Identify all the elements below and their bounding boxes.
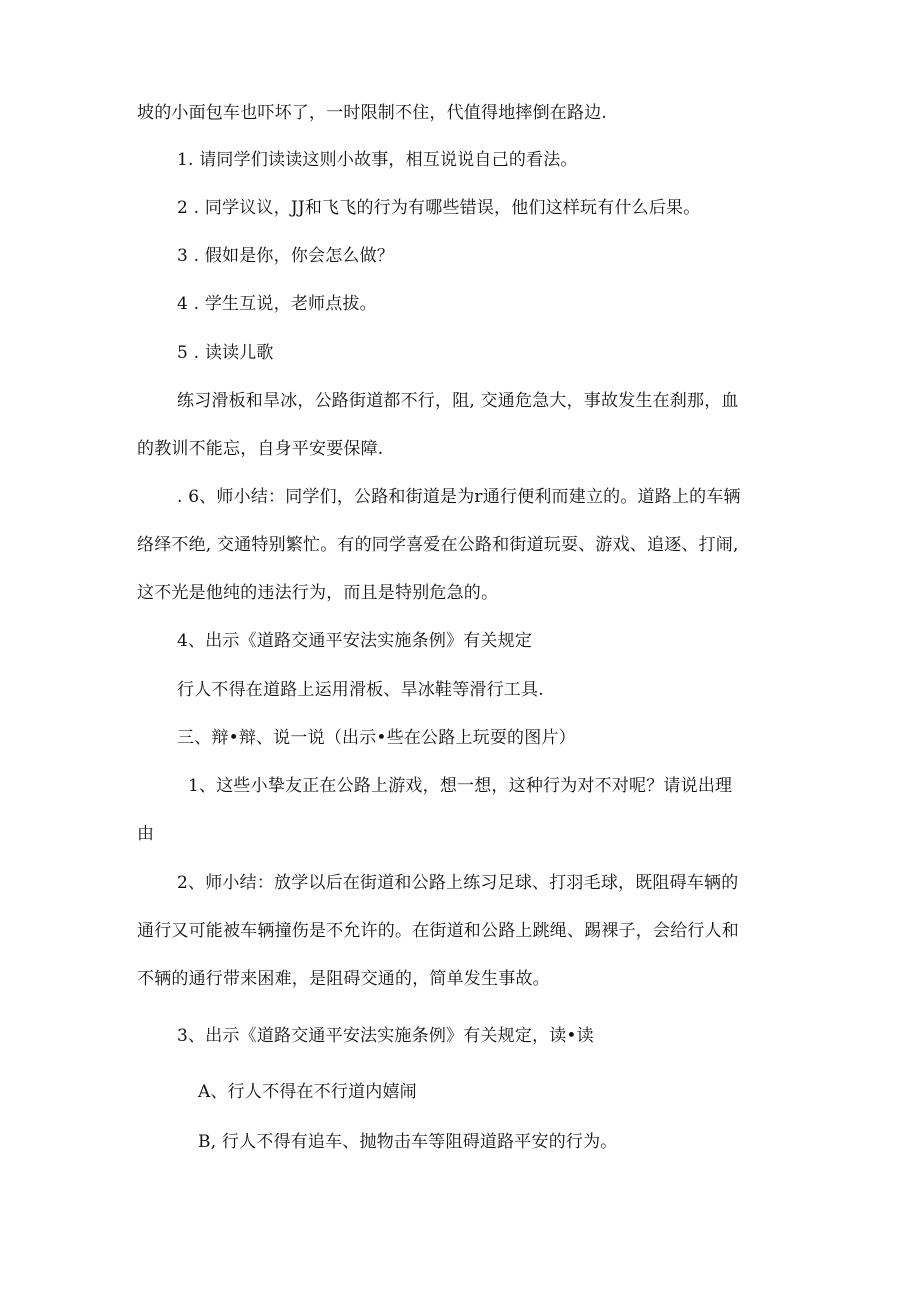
text-line: 3、出示《道路交通平安法实施条例》有关规定，读•读 bbox=[177, 1026, 594, 1046]
text-line: 4 . 学生互说，老师点拔。 bbox=[177, 294, 377, 314]
text-line: 3 . 假如是你，你会怎么做？ bbox=[177, 246, 395, 266]
text-line: 练习滑板和旱冰，公路街道都不行，阻, 交通危急大，事故发生在刹那，血 bbox=[177, 391, 739, 411]
text-line: 5 . 读读儿歌 bbox=[177, 343, 274, 363]
text-line: 络绎不绝, 交通特别繁忙。有的同学喜爱在公路和街道玩耍、游戏、追逐、打闹, bbox=[137, 535, 739, 555]
text-line: 通行又可能被车辆撞伤是不允许的。在街道和公路上跳绳、踢裸子，会给行人和 bbox=[137, 921, 739, 941]
text-line: 1、这些小挚友正在公路上游戏，想一想，这种行为对不对呢？请说出理 bbox=[188, 776, 733, 796]
text-line: 这不光是他纯的违法行为，而且是特别危急的。 bbox=[137, 583, 499, 603]
text-line: 行人不得在道路上运用滑板、旱冰鞋等滑行工具. bbox=[177, 680, 544, 700]
text-line: 坡的小面包车也吓坏了，一时限制不住，代值得地摔倒在路边. bbox=[137, 103, 608, 123]
text-line: 不辆的通行带来困难，是阻碍交通的，简单发生事故。 bbox=[137, 969, 550, 989]
text-line: 2、师小结：放学以后在街道和公路上练习足球、打羽毛球，既阻碍车辆的 bbox=[177, 873, 739, 893]
section-heading: 三、辩•辩、说一说（出示•些在公路上玩耍的图片） bbox=[177, 728, 576, 748]
text-line: 2 . 同学议议，JJ和飞飞的行为有哪些错误，他们这样玩有什么后果。 bbox=[177, 198, 701, 218]
text-line: A、行人不得在不行道内嬉闹 bbox=[198, 1082, 417, 1102]
text-line: . 6、师小结：同学们，公路和街道是为r通行便利而建立的。道路上的车辆 bbox=[177, 487, 741, 507]
text-line: 1. 请同学们读读这则小故事，相互说说自己的看法。 bbox=[177, 150, 578, 170]
text-line: B, 行人不得有追车、抛物击车等阻碍道路平安的行为。 bbox=[198, 1132, 618, 1152]
text-line: 由 bbox=[137, 824, 155, 844]
text-line: 4、出示《道路交通平安法实施条例》有关规定 bbox=[177, 631, 533, 651]
text-line: 的教训不能忘，自身平安要保障. bbox=[137, 439, 384, 459]
